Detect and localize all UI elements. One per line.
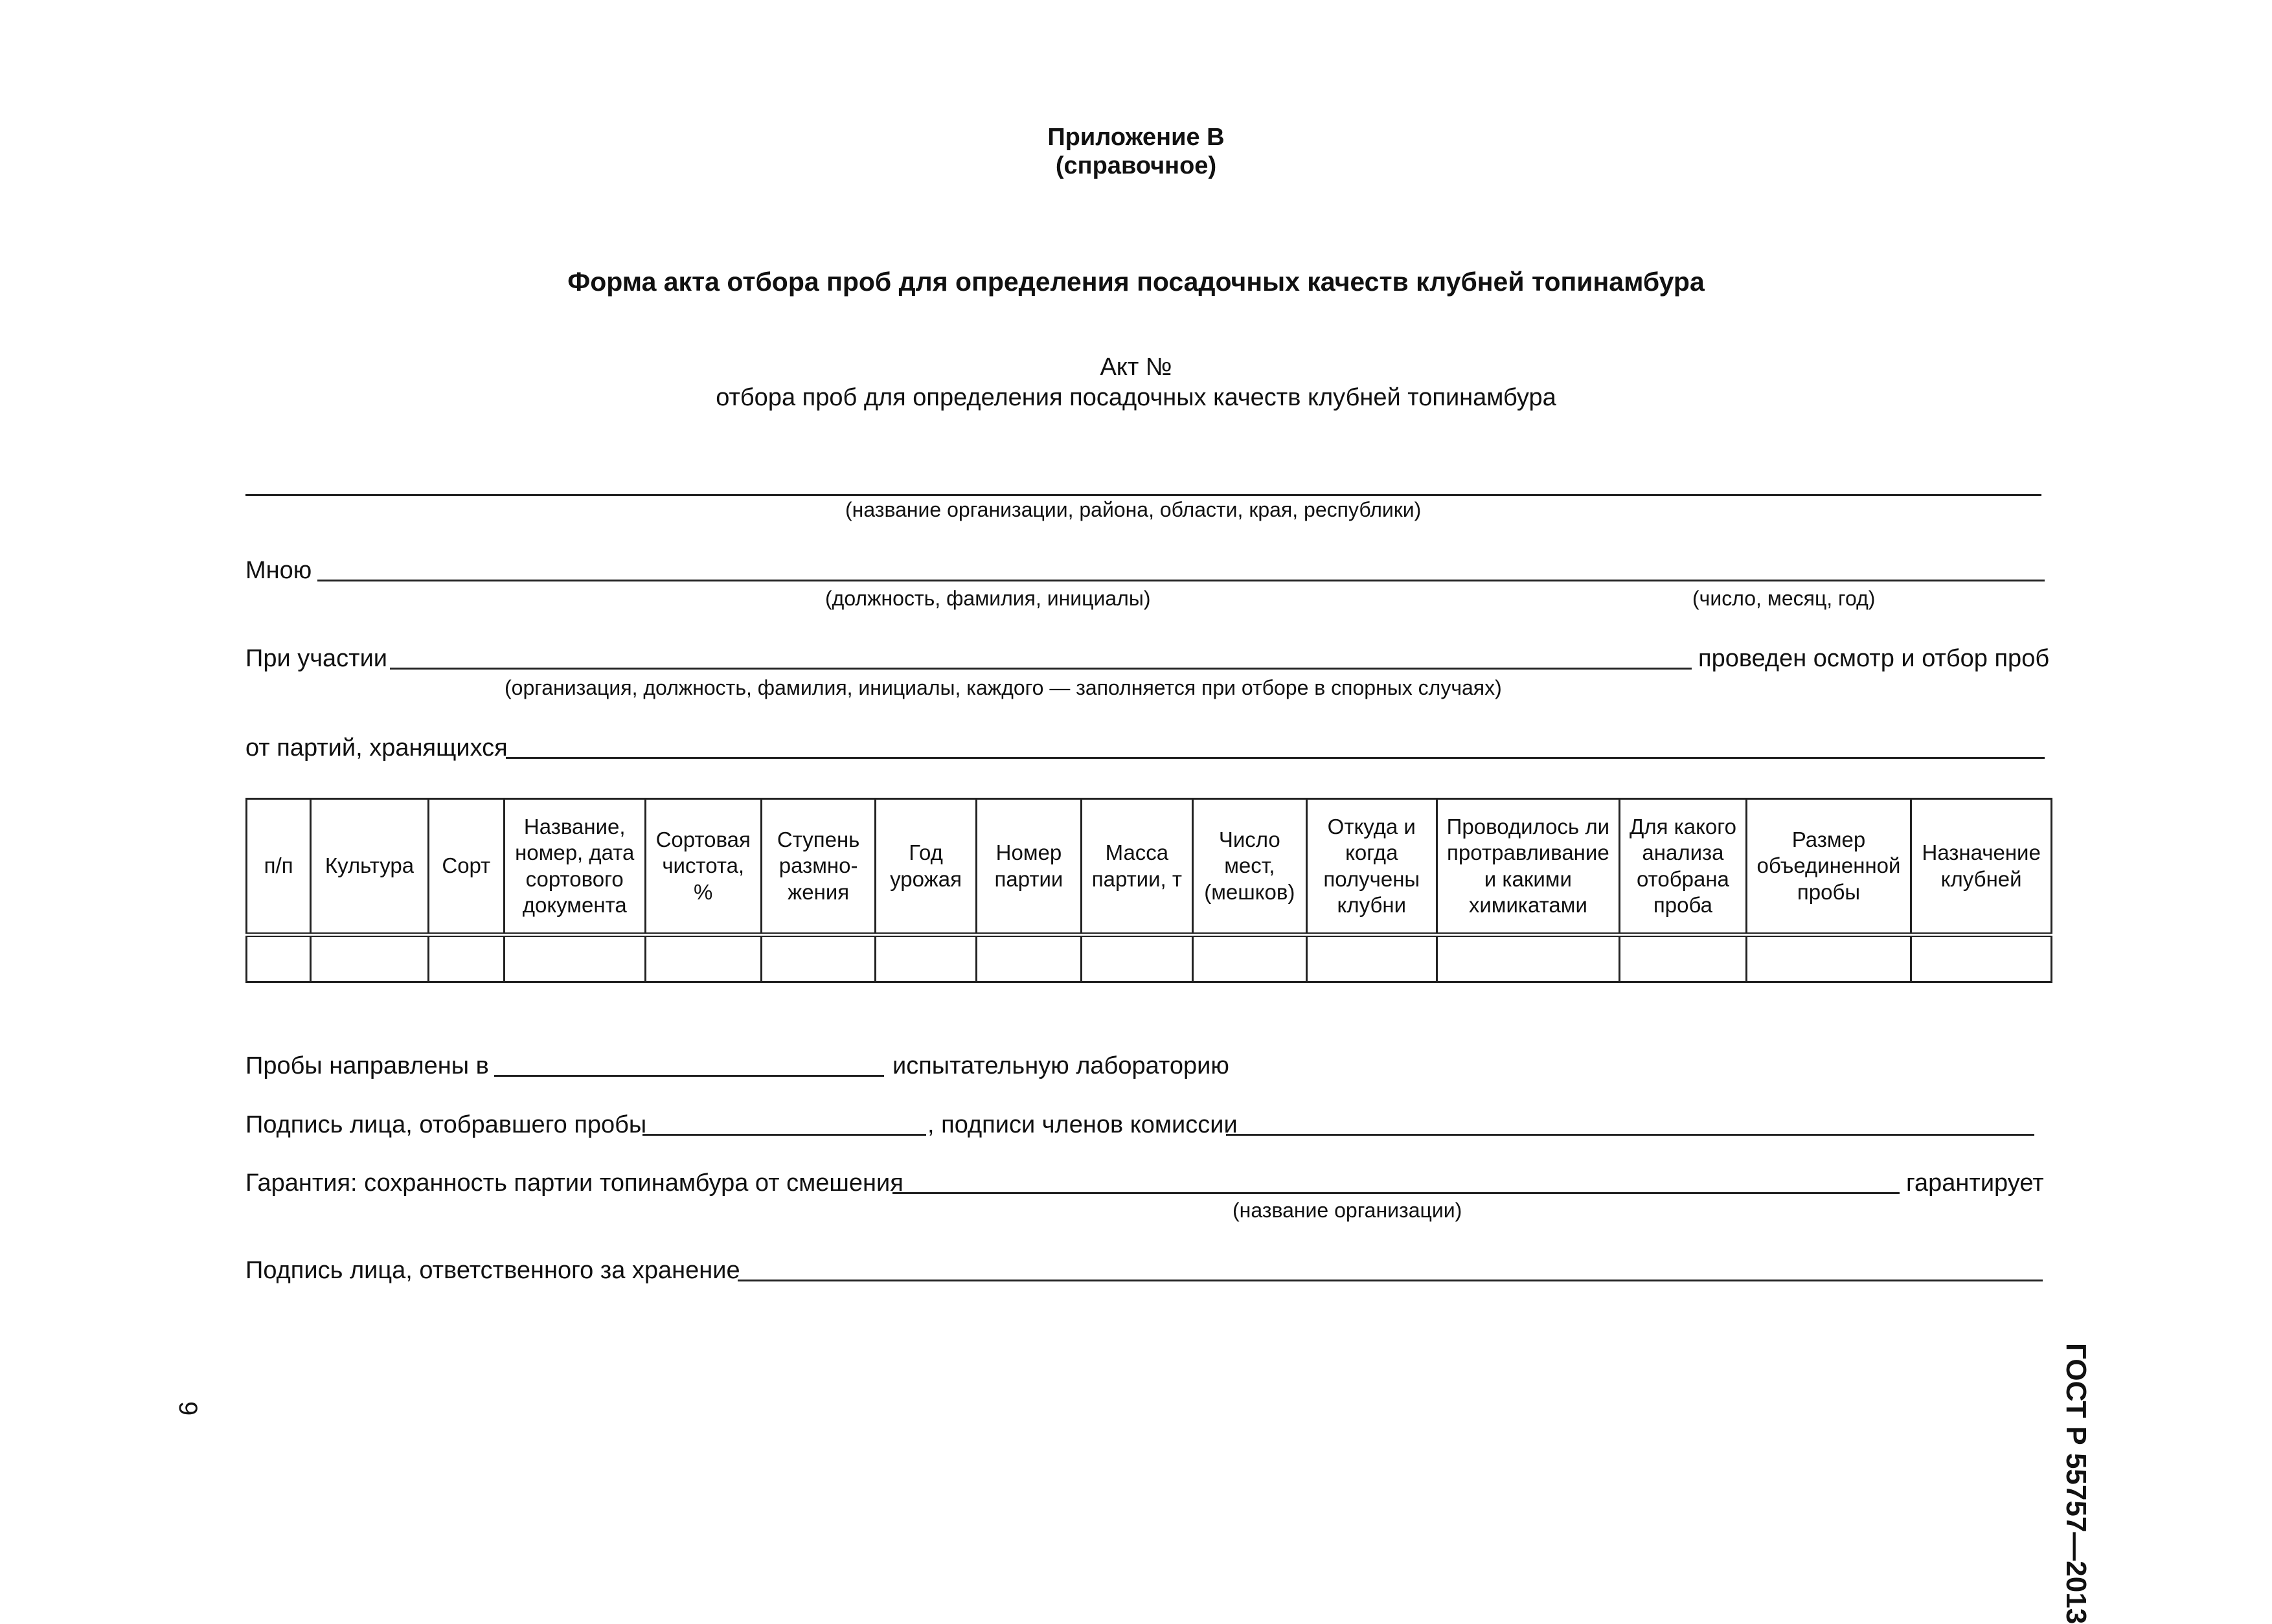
col-header: Культура bbox=[311, 799, 428, 935]
table-cell[interactable] bbox=[1911, 935, 2052, 982]
storage-signature-line[interactable] bbox=[738, 1280, 2043, 1281]
lab-label: испытательную лабораторию bbox=[892, 1052, 1229, 1079]
date-hint: (число, месяц, год) bbox=[1692, 587, 1876, 610]
col-header: Назначение клубней bbox=[1911, 799, 2052, 935]
col-header: Сортовая чистота, % bbox=[645, 799, 761, 935]
table-cell[interactable] bbox=[428, 935, 504, 982]
sample-table bbox=[245, 798, 2052, 983]
lab-line[interactable] bbox=[494, 1075, 884, 1077]
stored-label: от партий, хранящихся bbox=[245, 734, 508, 761]
table-cell[interactable] bbox=[761, 935, 875, 982]
sampler-signature-label: Подпись лица, отобравшего пробы bbox=[245, 1111, 647, 1138]
table-row bbox=[247, 935, 2052, 982]
organization-hint: (название организации, района, области, края, республики) bbox=[845, 498, 1422, 521]
appendix-title: Приложение В bbox=[1047, 124, 1225, 151]
table-cell[interactable] bbox=[1620, 935, 1746, 982]
col-header: Год урожая bbox=[876, 799, 976, 935]
position-hint: (должность, фамилия, инициалы) bbox=[825, 587, 1151, 610]
col-header: Масса партии, т bbox=[1082, 799, 1192, 935]
table-cell[interactable] bbox=[1082, 935, 1192, 982]
table-cell[interactable] bbox=[504, 935, 645, 982]
col-header: Число мест, (мешков) bbox=[1192, 799, 1306, 935]
sent-label: Пробы направлены в bbox=[245, 1052, 489, 1079]
table-header-row bbox=[247, 799, 2052, 935]
table-cell[interactable] bbox=[876, 935, 976, 982]
commission-label: , подписи членов комиссии bbox=[927, 1111, 1238, 1138]
by-me-line[interactable] bbox=[317, 580, 2045, 581]
col-header: Размер объединенной пробы bbox=[1746, 799, 1911, 935]
table-cell[interactable] bbox=[311, 935, 428, 982]
col-header: Название, номер, дата сортового документа bbox=[504, 799, 645, 935]
storage-signature-label: Подпись лица, ответственного за хранение bbox=[245, 1257, 740, 1284]
org-name-hint: (название организации) bbox=[1233, 1199, 1462, 1222]
col-header: Ступень размно-жения bbox=[761, 799, 875, 935]
table-cell[interactable] bbox=[1746, 935, 1911, 982]
col-header: п/п bbox=[247, 799, 311, 935]
page-number: 9 bbox=[174, 1401, 202, 1416]
col-header: Для какого анализа отобрана проба bbox=[1620, 799, 1746, 935]
participants-hint: (организация, должность, фамилия, инициалы, каждого — заполняется при отборе в спорных случаях) bbox=[505, 676, 1502, 699]
table-cell[interactable] bbox=[1192, 935, 1306, 982]
standard-code: ГОСТ Р 55757—2013 bbox=[2060, 1343, 2092, 1624]
table-cell[interactable] bbox=[976, 935, 1081, 982]
participation-line[interactable] bbox=[390, 668, 1692, 670]
col-header: Откуда и когда получены клубни bbox=[1307, 799, 1437, 935]
commission-line[interactable] bbox=[1226, 1134, 2034, 1136]
guarantees-label: гарантирует bbox=[1906, 1169, 2044, 1197]
act-subject: отбора проб для определения посадочных качеств клубней топинамбура bbox=[716, 384, 1556, 411]
with-participation-label: При участии bbox=[245, 645, 388, 672]
inspection-label: проведен осмотр и отбор проб bbox=[1698, 645, 2050, 672]
table-cell[interactable] bbox=[247, 935, 311, 982]
appendix-subtitle: (справочное) bbox=[1055, 152, 1217, 179]
guarantee-line[interactable] bbox=[892, 1192, 1900, 1194]
by-me-label: Мною bbox=[245, 557, 312, 584]
col-header: Сорт bbox=[428, 799, 504, 935]
col-header: Проводилось ли протравливание и какими химикатами bbox=[1437, 799, 1620, 935]
table-cell[interactable] bbox=[645, 935, 761, 982]
act-number-label: Акт № bbox=[1100, 354, 1172, 381]
stored-line[interactable] bbox=[506, 757, 2045, 759]
table-cell[interactable] bbox=[1307, 935, 1437, 982]
sampler-signature-line[interactable] bbox=[642, 1134, 926, 1136]
guarantee-label: Гарантия: сохранность партии топинамбура от смешения bbox=[245, 1169, 903, 1197]
table-cell[interactable] bbox=[1437, 935, 1620, 982]
form-title: Форма акта отбора проб для определения посадочных качеств клубней топинамбура bbox=[567, 267, 1705, 297]
col-header: Номер партии bbox=[976, 799, 1081, 935]
organization-line[interactable] bbox=[245, 494, 2041, 496]
